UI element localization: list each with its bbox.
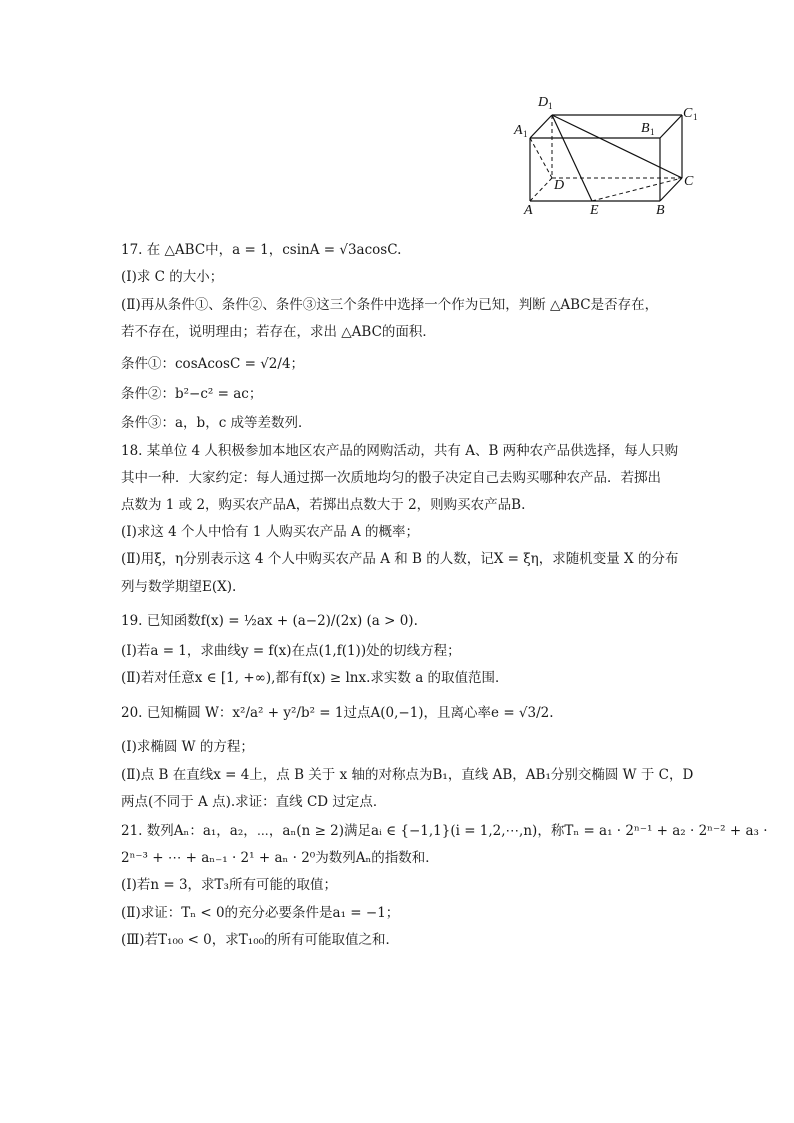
q17-part2-line1: (Ⅱ)再从条件①、条件②、条件③这三个条件中选择一个作为已知，判断 △ABC是否存在， bbox=[121, 297, 659, 313]
q17-condition-3: 条件③：a，b，c 成等差数列． bbox=[121, 415, 312, 431]
q18-line2: 其中一种．大家约定：每人通过掷一次质地均匀的骰子决定自己去购买哪种农产品．若掷出 bbox=[121, 470, 661, 486]
q21-part3: (Ⅲ)若T₁₀₀ < 0，求T₁₀₀的所有可能取值之和． bbox=[121, 932, 400, 948]
cuboid-figure bbox=[508, 88, 708, 218]
segment-a1-d bbox=[530, 138, 552, 178]
svg-text:1: 1 bbox=[523, 129, 528, 139]
q19-part1: (Ⅰ)若a = 1，求曲线y = f(x)在点(1,f(1))处的切线方程； bbox=[121, 643, 461, 659]
q21-part2: (Ⅱ)求证：Tₙ < 0的充分必要条件是a₁ = −1； bbox=[121, 905, 400, 921]
q21-line2: 2ⁿ⁻³ + ⋯ + aₙ₋₁ · 2¹ + aₙ · 2⁰为数列Aₙ的指数和． bbox=[121, 850, 439, 866]
q20-part2-line1: (Ⅱ)点 B 在直线x = 4上，点 B 关于 x 轴的对称点为B₁，直线 AB，AB₁分别交椭圆 W 于 C，D bbox=[121, 767, 694, 783]
segment-e-c bbox=[592, 178, 682, 201]
q20-part2-line2: 两点(不同于 A 点).求证：直线 CD 过定点． bbox=[121, 794, 387, 810]
q17-stem: 17. 在 △ABC中，a = 1，csinA = √3acosC. bbox=[121, 242, 402, 258]
svg-text:1: 1 bbox=[548, 101, 553, 111]
label-d1: D bbox=[538, 95, 549, 110]
q18-line1: 18. 某单位 4 人积极参加本地区农产品的网购活动，共有 A、B 两种农产品供选择，每人只购 bbox=[121, 443, 679, 459]
q20-part1: (Ⅰ)求椭圆 W 的方程； bbox=[121, 739, 254, 755]
q20-stem: 20. 已知椭圆 W：x²/a² + y²/b² = 1过点A(0,−1)，且离心率e = √3/2. bbox=[121, 705, 554, 721]
q17-part1: (Ⅰ)求 C 的大小； bbox=[121, 269, 224, 285]
edge-b1-c1 bbox=[660, 115, 682, 138]
segment-d1-c bbox=[552, 115, 682, 178]
label-c: C bbox=[684, 174, 694, 189]
svg-text:1: 1 bbox=[693, 112, 698, 122]
q18-part1: (Ⅰ)求这 4 个人中恰有 1 人购买农产品 A 的概率； bbox=[121, 524, 420, 540]
q21-line1: 21. 数列Aₙ：a₁，a₂，⋯，aₙ(n ≥ 2)满足aᵢ ∈ {−1,1}(i = 1,2,⋯,n)，称Tₙ = a₁ · 2ⁿ⁻¹ + a₂ · 2ⁿ⁻² + a₃ · bbox=[121, 823, 768, 839]
label-a: A bbox=[524, 203, 533, 218]
label-d: D bbox=[554, 178, 565, 193]
label-a1: A bbox=[514, 123, 523, 138]
q18-part2-line2: 列与数学期望E(X). bbox=[121, 579, 237, 595]
label-b1: B bbox=[641, 121, 650, 136]
svg-text:1: 1 bbox=[650, 127, 655, 137]
label-e: E bbox=[590, 203, 599, 218]
q21-part1: (Ⅰ)若n = 3，求T₃所有可能的取值； bbox=[121, 877, 337, 893]
edge-b-c bbox=[660, 178, 682, 201]
label-c1: C bbox=[683, 106, 693, 121]
q18-line3: 点数为 1 或 2，购买农产品A，若掷出点数大于 2，则购买农产品B. bbox=[121, 497, 526, 513]
edge-a-d bbox=[530, 178, 552, 201]
edge-a1-d1 bbox=[530, 115, 552, 138]
q19-part2: (Ⅱ)若对任意x ∈ [1, +∞),都有f(x) ≥ lnx.求实数 a 的取值范围． bbox=[121, 670, 509, 686]
q19-stem: 19. 已知函数f(x) = ½ax + (a−2)/(2x) (a > 0). bbox=[121, 613, 418, 629]
q17-condition-1: 条件①：cosAcosC = √2/4； bbox=[121, 356, 305, 372]
label-b: B bbox=[656, 203, 665, 218]
q17-part2-line2: 若不存在，说明理由；若存在，求出 △ABC的面积． bbox=[121, 324, 436, 340]
q17-condition-2: 条件②：b²−c² = ac； bbox=[121, 386, 263, 402]
q18-part2-line1: (Ⅱ)用ξ，η分别表示这 4 个人中购买农产品 A 和 B 的人数，记X = ξη，求随机变量 X 的分布 bbox=[121, 551, 679, 567]
